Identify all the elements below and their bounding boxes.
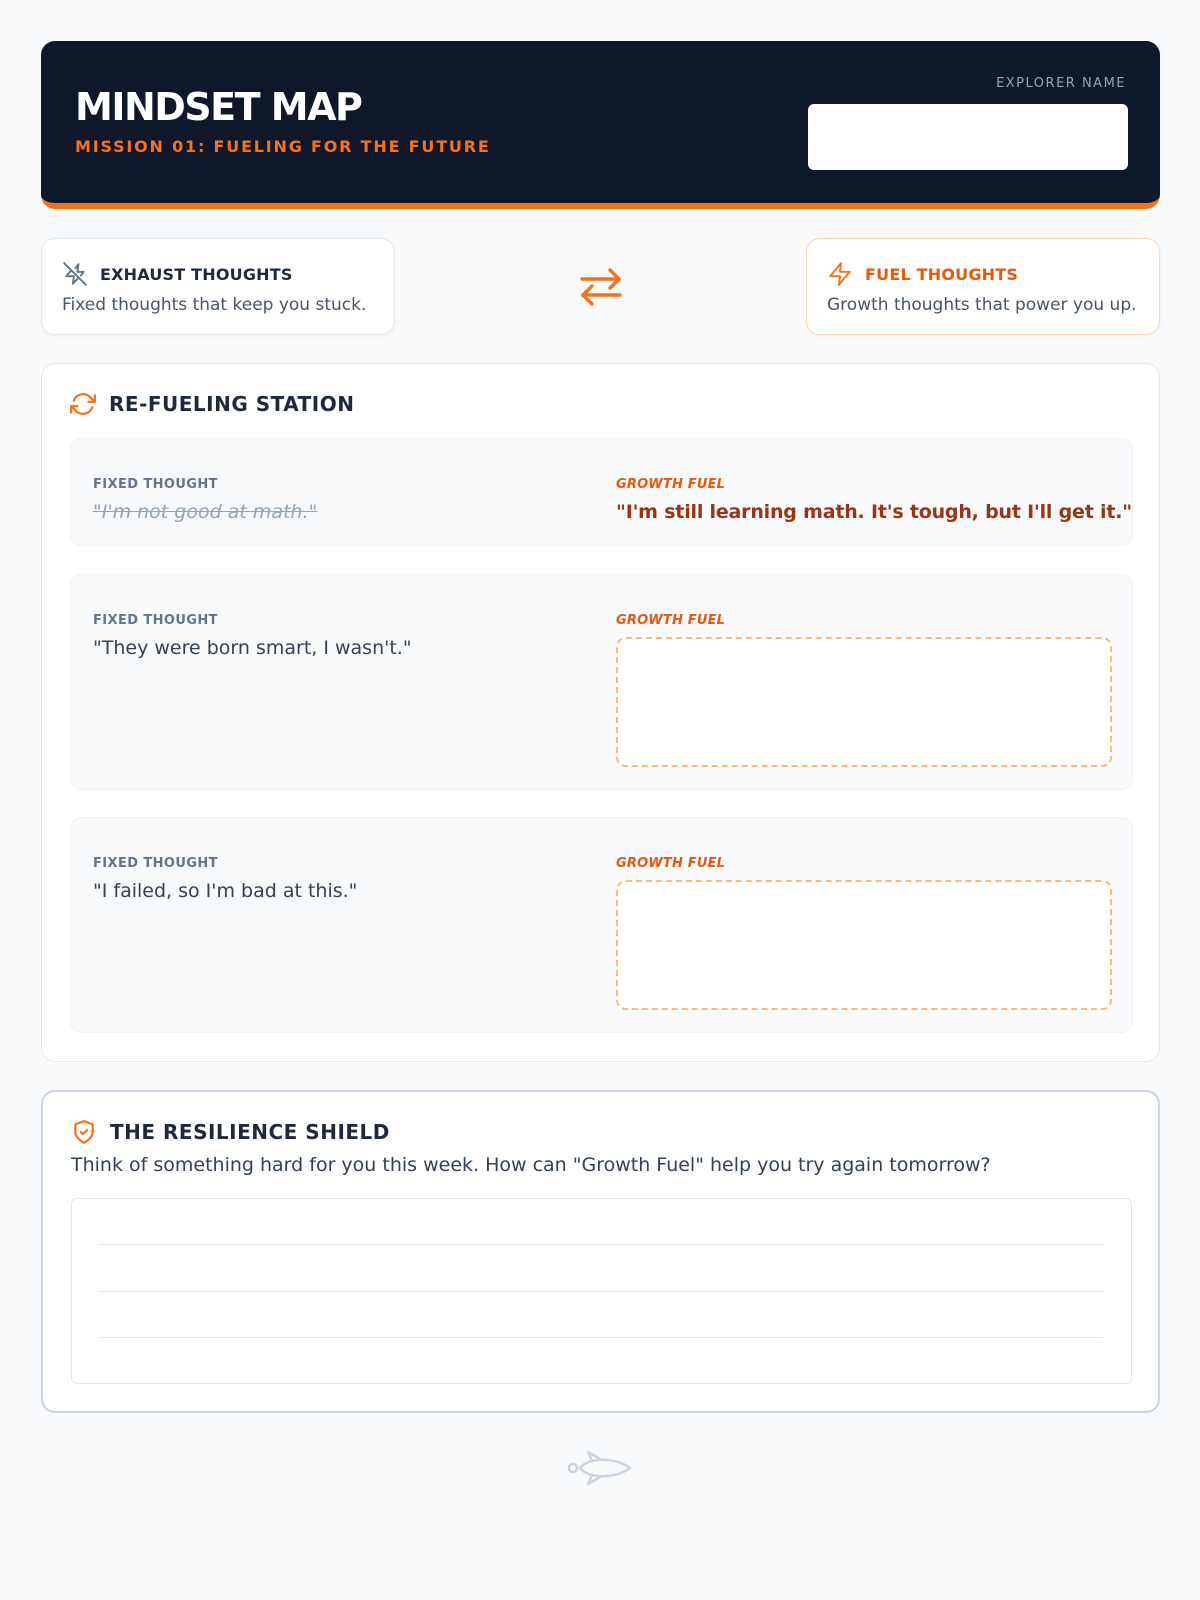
growth-fuel-example-text: "I'm still learning math. It's tough, but I'll get it." <box>616 501 1132 523</box>
fixed-thought-text: "They were born smart, I wasn't." <box>93 637 412 659</box>
zap-icon <box>827 261 853 287</box>
resilience-shield-section <box>41 1090 1160 1413</box>
explorer-name-input[interactable] <box>808 104 1128 170</box>
growth-fuel-input[interactable] <box>616 880 1112 1010</box>
fuel-thoughts-title: FUEL THOUGHTS <box>865 264 1019 284</box>
growth-fuel-label: GROWTH FUEL <box>616 477 726 492</box>
resilience-shield-prompt: Think of something hard for you this week. How can "Growth Fuel" help you try again tomorrow? <box>71 1154 991 1176</box>
fuel-thoughts-description: Growth thoughts that power you up. <box>827 295 1137 315</box>
exhaust-thoughts-title: EXHAUST THOUGHTS <box>100 264 293 284</box>
fixed-thought-label: FIXED THOUGHT <box>93 477 218 492</box>
arrows-swap-icon <box>579 266 623 308</box>
zap-off-icon <box>62 261 88 287</box>
resilience-answer-area[interactable] <box>71 1198 1132 1384</box>
exhaust-thoughts-card <box>41 238 395 335</box>
writing-line <box>99 1244 1103 1245</box>
page-title: MINDSET MAP <box>75 85 362 129</box>
refresh-icon <box>70 391 96 417</box>
fixed-thought-text: "I'm not good at math." <box>93 501 318 523</box>
header-banner <box>41 41 1160 209</box>
thought-row-example <box>70 438 1133 546</box>
growth-fuel-input[interactable] <box>616 637 1112 767</box>
explorer-name-label: EXPLORER NAME <box>996 76 1126 91</box>
writing-line <box>99 1337 1103 1338</box>
growth-fuel-label: GROWTH FUEL <box>616 613 726 628</box>
fixed-thought-label: FIXED THOUGHT <box>93 856 218 871</box>
thought-row <box>70 817 1133 1033</box>
thought-row <box>70 574 1133 790</box>
fixed-thought-label: FIXED THOUGHT <box>93 613 218 628</box>
mission-subtitle: MISSION 01: FUELING FOR THE FUTURE <box>75 137 491 156</box>
growth-fuel-label: GROWTH FUEL <box>616 856 726 871</box>
refueling-station-header <box>70 391 354 417</box>
rocket-icon <box>566 1448 636 1488</box>
resilience-shield-header <box>71 1119 390 1145</box>
fuel-thoughts-card <box>806 238 1160 335</box>
resilience-shield-title: THE RESILIENCE SHIELD <box>110 1120 390 1144</box>
fixed-thought-text: "I failed, so I'm bad at this." <box>93 880 358 902</box>
shield-check-icon <box>71 1119 97 1145</box>
exhaust-thoughts-description: Fixed thoughts that keep you stuck. <box>62 295 367 315</box>
refueling-station-title: RE-FUELING STATION <box>109 392 355 416</box>
refueling-station-section <box>41 363 1160 1062</box>
writing-line <box>99 1291 1103 1292</box>
